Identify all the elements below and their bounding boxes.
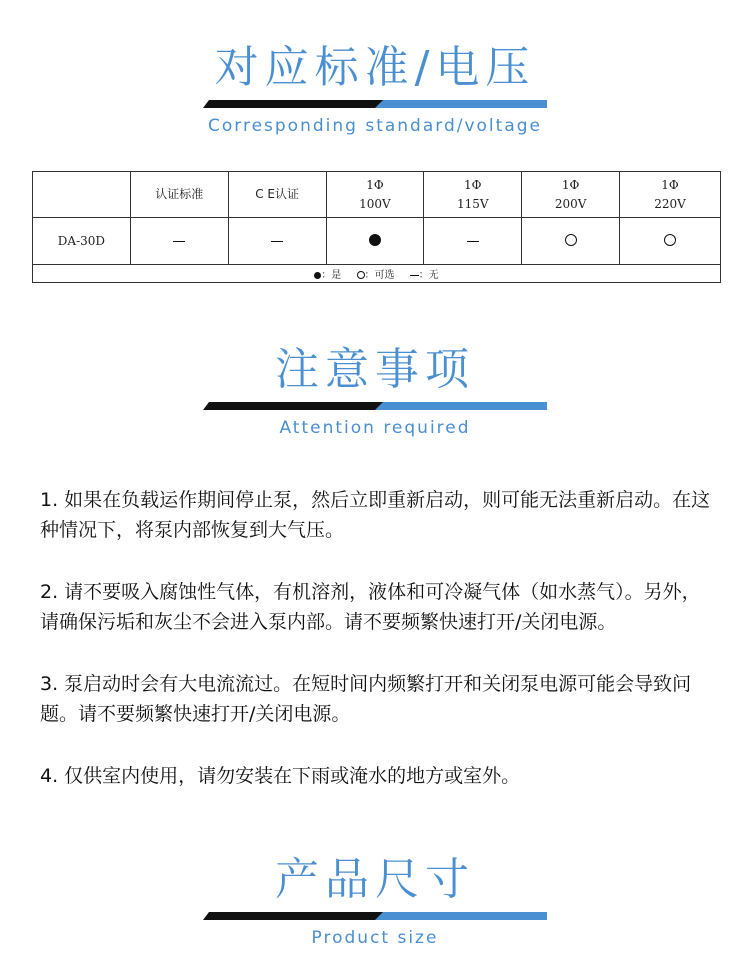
section-title: 产品尺寸 (275, 854, 475, 905)
voltage-label: 115V (457, 196, 489, 211)
mark-cell-100v (326, 218, 424, 265)
voltage-label: 220V (654, 196, 686, 211)
section-title: 对应标准/电压 (214, 42, 536, 93)
attention-notes (40, 485, 712, 823)
phase-label: 1Φ (366, 177, 384, 192)
model-cell: DA-30D (33, 218, 131, 265)
title-underline (203, 402, 547, 410)
legend-dash (410, 270, 439, 281)
note-item: 4. 仅供室内使用，请勿安装在下雨或淹水的地方或室外。 (40, 765, 521, 787)
section-subtitle: Attention required (279, 418, 471, 438)
legend-filled (314, 270, 341, 281)
header-cell-200v (522, 172, 620, 218)
open-circle-icon (565, 234, 577, 246)
header-cell-empty (33, 172, 131, 218)
legend-filled-label: ：是 (321, 270, 342, 281)
table-row (33, 218, 721, 265)
dash-icon (410, 275, 419, 276)
phase-label: 1Φ (661, 177, 679, 192)
dash-icon (467, 241, 479, 242)
open-circle-icon (357, 271, 365, 279)
legend-row (33, 265, 721, 283)
legend-open (357, 270, 395, 281)
voltage-label: 200V (554, 196, 587, 211)
section-header-size (0, 854, 750, 948)
voltage-standard-table (32, 171, 721, 283)
header-cell-220v (620, 172, 721, 218)
mark-cell-standard (130, 218, 228, 265)
open-circle-icon (664, 234, 676, 246)
dash-icon (271, 241, 283, 242)
header-cell-ce: C E认证 (228, 172, 326, 218)
mark-cell-200v (522, 218, 620, 265)
mark-cell-220v (620, 218, 721, 265)
section-title: 注意事项 (275, 344, 475, 395)
note-item: 1. 如果在负载运作期间停止泵，然后立即重新启动，则可能无法重新启动。在这种情况下，将泵内部恢复到大气压。 (40, 489, 711, 541)
section-header-standard (0, 42, 750, 136)
phase-label: 1Φ (561, 177, 580, 192)
section-subtitle: Product size (311, 928, 439, 948)
filled-circle-icon (369, 234, 381, 246)
mark-cell-115v (424, 218, 522, 265)
note-item: 2. 请不要吸入腐蚀性气体，有机溶剂，液体和可冷凝气体（如水蒸气）。另外，请确保污垢和灰尘不会进入泵内部。请不要频繁快速打开/关闭电源。 (40, 581, 701, 633)
header-cell-100v (326, 172, 424, 218)
title-underline (203, 100, 547, 108)
phase-label: 1Φ (464, 177, 482, 192)
voltage-label: 100V (359, 196, 391, 211)
table-header-row (33, 172, 721, 218)
note-item: 3. 泵启动时会有大电流流过。在短时间内频繁打开和关闭泵电源可能会导致问题。请不要频繁快速打开/关闭电源。 (40, 673, 692, 725)
section-header-attention (0, 344, 750, 438)
legend-dash-label: ：无 (418, 270, 439, 281)
header-cell-standard: 认证标准 (130, 172, 228, 218)
dash-icon (173, 241, 185, 242)
legend-cell (33, 265, 721, 283)
header-cell-115v (424, 172, 522, 218)
legend-open-label: ：可选 (364, 270, 395, 281)
title-underline (203, 912, 547, 920)
section-subtitle: Corresponding standard/voltage (208, 116, 542, 136)
mark-cell-ce (228, 218, 326, 265)
